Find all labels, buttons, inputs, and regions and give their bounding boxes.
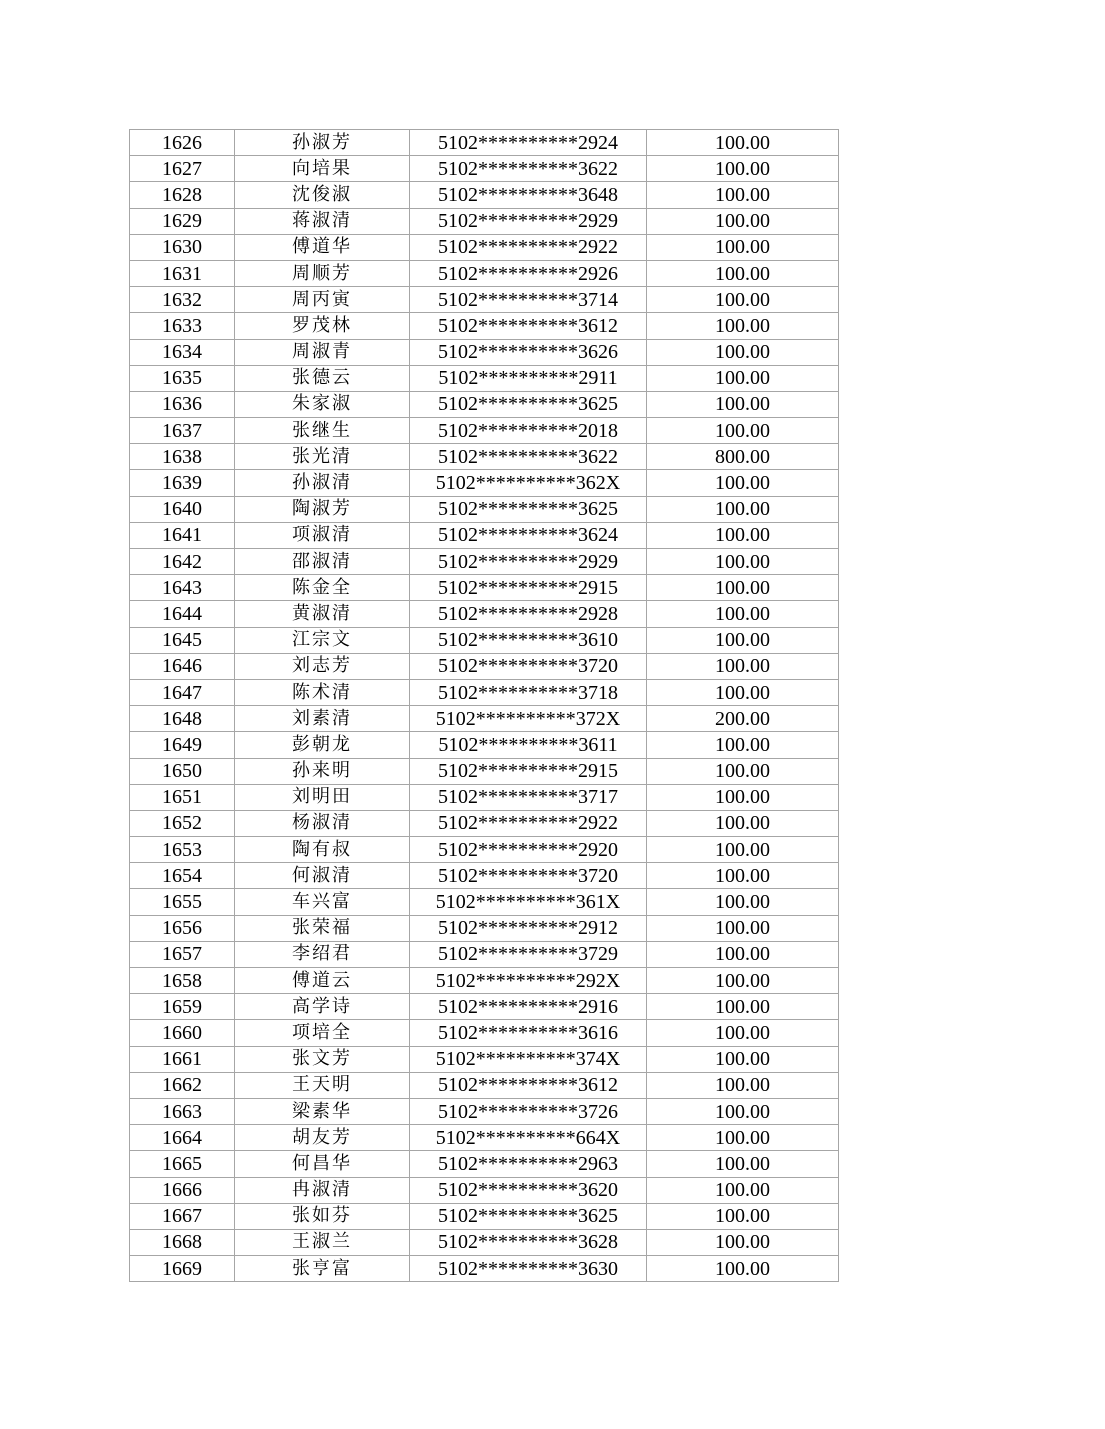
cell-id-number: 5102**********3625 <box>410 391 647 417</box>
cell-id-number: 5102**********2924 <box>410 130 647 156</box>
cell-name: 刘志芳 <box>235 653 410 679</box>
cell-amount: 200.00 <box>647 706 839 732</box>
table-row <box>130 444 839 470</box>
cell-number: 1640 <box>130 496 235 522</box>
cell-id-number: 5102**********3628 <box>410 1229 647 1255</box>
cell-number: 1638 <box>130 444 235 470</box>
cell-amount: 100.00 <box>647 130 839 156</box>
cell-name: 项淑清 <box>235 522 410 548</box>
cell-id-number: 5102**********664X <box>410 1125 647 1151</box>
cell-amount: 100.00 <box>647 496 839 522</box>
table-row <box>130 130 839 156</box>
table-row <box>130 915 839 941</box>
cell-name: 张亨富 <box>235 1256 410 1282</box>
table-row <box>130 234 839 260</box>
table-row <box>130 968 839 994</box>
cell-name: 何淑清 <box>235 863 410 889</box>
table-row <box>130 706 839 732</box>
cell-id-number: 5102**********3718 <box>410 679 647 705</box>
table-row <box>130 287 839 313</box>
cell-id-number: 5102**********3729 <box>410 941 647 967</box>
table-row <box>130 1072 839 1098</box>
cell-amount: 100.00 <box>647 810 839 836</box>
cell-amount: 100.00 <box>647 627 839 653</box>
table-row <box>130 339 839 365</box>
cell-number: 1655 <box>130 889 235 915</box>
table-row <box>130 1151 839 1177</box>
cell-id-number: 5102**********2018 <box>410 418 647 444</box>
table-row <box>130 863 839 889</box>
table-row <box>130 1256 839 1282</box>
cell-name: 周丙寅 <box>235 287 410 313</box>
cell-amount: 100.00 <box>647 889 839 915</box>
table-row <box>130 732 839 758</box>
cell-id-number: 5102**********3611 <box>410 732 647 758</box>
cell-number: 1660 <box>130 1020 235 1046</box>
cell-number: 1627 <box>130 156 235 182</box>
cell-number: 1628 <box>130 182 235 208</box>
cell-number: 1641 <box>130 522 235 548</box>
cell-id-number: 5102**********3714 <box>410 287 647 313</box>
cell-id-number: 5102**********374X <box>410 1046 647 1072</box>
table-row <box>130 496 839 522</box>
cell-name: 陈金全 <box>235 575 410 601</box>
cell-id-number: 5102**********2922 <box>410 810 647 836</box>
cell-id-number: 5102**********361X <box>410 889 647 915</box>
cell-id-number: 5102**********3726 <box>410 1098 647 1124</box>
table-row <box>130 260 839 286</box>
cell-number: 1635 <box>130 365 235 391</box>
table-row <box>130 391 839 417</box>
table-row <box>130 810 839 836</box>
cell-number: 1648 <box>130 706 235 732</box>
cell-number: 1666 <box>130 1177 235 1203</box>
cell-number: 1636 <box>130 391 235 417</box>
cell-amount: 100.00 <box>647 1203 839 1229</box>
cell-name: 冉淑清 <box>235 1177 410 1203</box>
table-row <box>130 889 839 915</box>
cell-id-number: 5102**********2929 <box>410 208 647 234</box>
cell-name: 傅道华 <box>235 234 410 260</box>
cell-number: 1629 <box>130 208 235 234</box>
cell-number: 1630 <box>130 234 235 260</box>
table-row <box>130 1020 839 1046</box>
cell-id-number: 5102**********3610 <box>410 627 647 653</box>
cell-name: 陈术清 <box>235 679 410 705</box>
cell-number: 1626 <box>130 130 235 156</box>
cell-id-number: 5102**********2915 <box>410 758 647 784</box>
cell-amount: 100.00 <box>647 1098 839 1124</box>
cell-id-number: 5102**********3622 <box>410 156 647 182</box>
cell-number: 1643 <box>130 575 235 601</box>
cell-name: 李绍君 <box>235 941 410 967</box>
cell-number: 1665 <box>130 1151 235 1177</box>
cell-name: 张如芬 <box>235 1203 410 1229</box>
table-row <box>130 575 839 601</box>
cell-id-number: 5102**********2928 <box>410 601 647 627</box>
cell-name: 周淑青 <box>235 339 410 365</box>
cell-id-number: 5102**********362X <box>410 470 647 496</box>
cell-name: 胡友芳 <box>235 1125 410 1151</box>
cell-id-number: 5102**********3612 <box>410 1072 647 1098</box>
cell-amount: 100.00 <box>647 863 839 889</box>
cell-number: 1633 <box>130 313 235 339</box>
table-row <box>130 549 839 575</box>
cell-name: 车兴富 <box>235 889 410 915</box>
cell-amount: 100.00 <box>647 732 839 758</box>
cell-amount: 100.00 <box>647 365 839 391</box>
table-row <box>130 1177 839 1203</box>
table-row <box>130 627 839 653</box>
table-row <box>130 758 839 784</box>
cell-id-number: 5102**********3720 <box>410 653 647 679</box>
table-row <box>130 1203 839 1229</box>
cell-number: 1669 <box>130 1256 235 1282</box>
cell-name: 蒋淑清 <box>235 208 410 234</box>
cell-amount: 100.00 <box>647 234 839 260</box>
cell-amount: 100.00 <box>647 156 839 182</box>
cell-name: 朱家淑 <box>235 391 410 417</box>
table-row <box>130 182 839 208</box>
cell-id-number: 5102**********3630 <box>410 1256 647 1282</box>
cell-amount: 100.00 <box>647 915 839 941</box>
cell-name: 张光清 <box>235 444 410 470</box>
cell-name: 傅道云 <box>235 968 410 994</box>
cell-name: 张文芳 <box>235 1046 410 1072</box>
cell-name: 孙淑芳 <box>235 130 410 156</box>
cell-number: 1664 <box>130 1125 235 1151</box>
cell-id-number: 5102**********3624 <box>410 522 647 548</box>
cell-amount: 100.00 <box>647 968 839 994</box>
cell-id-number: 5102**********2963 <box>410 1151 647 1177</box>
cell-number: 1649 <box>130 732 235 758</box>
cell-number: 1631 <box>130 260 235 286</box>
cell-name: 张德云 <box>235 365 410 391</box>
cell-number: 1657 <box>130 941 235 967</box>
cell-amount: 100.00 <box>647 418 839 444</box>
cell-amount: 100.00 <box>647 575 839 601</box>
cell-amount: 100.00 <box>647 758 839 784</box>
cell-number: 1644 <box>130 601 235 627</box>
table-row <box>130 522 839 548</box>
table-row <box>130 994 839 1020</box>
cell-name: 杨淑清 <box>235 810 410 836</box>
cell-amount: 100.00 <box>647 287 839 313</box>
table-row <box>130 601 839 627</box>
cell-number: 1668 <box>130 1229 235 1255</box>
cell-id-number: 5102**********372X <box>410 706 647 732</box>
cell-amount: 100.00 <box>647 1256 839 1282</box>
cell-id-number: 5102**********3616 <box>410 1020 647 1046</box>
cell-name: 江宗文 <box>235 627 410 653</box>
cell-name: 罗茂林 <box>235 313 410 339</box>
cell-amount: 100.00 <box>647 1020 839 1046</box>
cell-id-number: 5102**********292X <box>410 968 647 994</box>
cell-name: 孙淑清 <box>235 470 410 496</box>
cell-amount: 100.00 <box>647 470 839 496</box>
table-row <box>130 1229 839 1255</box>
cell-id-number: 5102**********3648 <box>410 182 647 208</box>
cell-number: 1653 <box>130 837 235 863</box>
cell-name: 沈俊淑 <box>235 182 410 208</box>
cell-number: 1662 <box>130 1072 235 1098</box>
cell-number: 1634 <box>130 339 235 365</box>
cell-amount: 100.00 <box>647 941 839 967</box>
cell-name: 向培果 <box>235 156 410 182</box>
table-row <box>130 470 839 496</box>
cell-name: 张继生 <box>235 418 410 444</box>
table-row <box>130 313 839 339</box>
cell-number: 1645 <box>130 627 235 653</box>
cell-amount: 100.00 <box>647 549 839 575</box>
cell-amount: 800.00 <box>647 444 839 470</box>
cell-amount: 100.00 <box>647 1151 839 1177</box>
cell-amount: 100.00 <box>647 1177 839 1203</box>
cell-id-number: 5102**********3625 <box>410 1203 647 1229</box>
table-row <box>130 784 839 810</box>
cell-number: 1658 <box>130 968 235 994</box>
cell-id-number: 5102**********2915 <box>410 575 647 601</box>
cell-name: 邵淑清 <box>235 549 410 575</box>
cell-number: 1647 <box>130 679 235 705</box>
cell-id-number: 5102**********2911 <box>410 365 647 391</box>
cell-name: 项培全 <box>235 1020 410 1046</box>
cell-number: 1651 <box>130 784 235 810</box>
cell-id-number: 5102**********2929 <box>410 549 647 575</box>
cell-amount: 100.00 <box>647 339 839 365</box>
cell-number: 1654 <box>130 863 235 889</box>
cell-amount: 100.00 <box>647 1229 839 1255</box>
table-row <box>130 837 839 863</box>
table-row <box>130 1125 839 1151</box>
cell-number: 1632 <box>130 287 235 313</box>
data-table-body <box>130 130 839 1282</box>
cell-number: 1652 <box>130 810 235 836</box>
cell-amount: 100.00 <box>647 182 839 208</box>
cell-name: 刘素清 <box>235 706 410 732</box>
table-row <box>130 418 839 444</box>
cell-name: 张荣福 <box>235 915 410 941</box>
cell-number: 1667 <box>130 1203 235 1229</box>
cell-amount: 100.00 <box>647 208 839 234</box>
cell-amount: 100.00 <box>647 313 839 339</box>
cell-amount: 100.00 <box>647 1125 839 1151</box>
cell-amount: 100.00 <box>647 653 839 679</box>
cell-amount: 100.00 <box>647 260 839 286</box>
data-table <box>129 129 839 1282</box>
table-row <box>130 941 839 967</box>
cell-name: 王天明 <box>235 1072 410 1098</box>
table-row <box>130 679 839 705</box>
table-row <box>130 653 839 679</box>
cell-number: 1663 <box>130 1098 235 1124</box>
table-row <box>130 156 839 182</box>
cell-id-number: 5102**********3626 <box>410 339 647 365</box>
cell-name: 彭朝龙 <box>235 732 410 758</box>
cell-number: 1637 <box>130 418 235 444</box>
table-row <box>130 365 839 391</box>
cell-amount: 100.00 <box>647 994 839 1020</box>
table-row <box>130 208 839 234</box>
cell-amount: 100.00 <box>647 522 839 548</box>
cell-name: 陶淑芳 <box>235 496 410 522</box>
cell-number: 1661 <box>130 1046 235 1072</box>
cell-id-number: 5102**********3625 <box>410 496 647 522</box>
table-row <box>130 1098 839 1124</box>
cell-number: 1650 <box>130 758 235 784</box>
cell-name: 周顺芳 <box>235 260 410 286</box>
cell-name: 王淑兰 <box>235 1229 410 1255</box>
cell-id-number: 5102**********2920 <box>410 837 647 863</box>
cell-name: 高学诗 <box>235 994 410 1020</box>
cell-id-number: 5102**********3620 <box>410 1177 647 1203</box>
cell-id-number: 5102**********3717 <box>410 784 647 810</box>
cell-id-number: 5102**********2916 <box>410 994 647 1020</box>
cell-name: 何昌华 <box>235 1151 410 1177</box>
cell-id-number: 5102**********2912 <box>410 915 647 941</box>
cell-name: 陶有叔 <box>235 837 410 863</box>
cell-number: 1656 <box>130 915 235 941</box>
cell-amount: 100.00 <box>647 1072 839 1098</box>
cell-id-number: 5102**********3622 <box>410 444 647 470</box>
cell-id-number: 5102**********2922 <box>410 234 647 260</box>
cell-name: 刘明田 <box>235 784 410 810</box>
cell-amount: 100.00 <box>647 1046 839 1072</box>
cell-id-number: 5102**********3720 <box>410 863 647 889</box>
table-row <box>130 1046 839 1072</box>
cell-amount: 100.00 <box>647 391 839 417</box>
cell-amount: 100.00 <box>647 837 839 863</box>
cell-name: 孙来明 <box>235 758 410 784</box>
cell-name: 梁素华 <box>235 1098 410 1124</box>
cell-number: 1646 <box>130 653 235 679</box>
cell-number: 1639 <box>130 470 235 496</box>
cell-amount: 100.00 <box>647 784 839 810</box>
cell-id-number: 5102**********2926 <box>410 260 647 286</box>
cell-name: 黄淑清 <box>235 601 410 627</box>
cell-amount: 100.00 <box>647 679 839 705</box>
cell-number: 1659 <box>130 994 235 1020</box>
cell-amount: 100.00 <box>647 601 839 627</box>
cell-number: 1642 <box>130 549 235 575</box>
cell-id-number: 5102**********3612 <box>410 313 647 339</box>
